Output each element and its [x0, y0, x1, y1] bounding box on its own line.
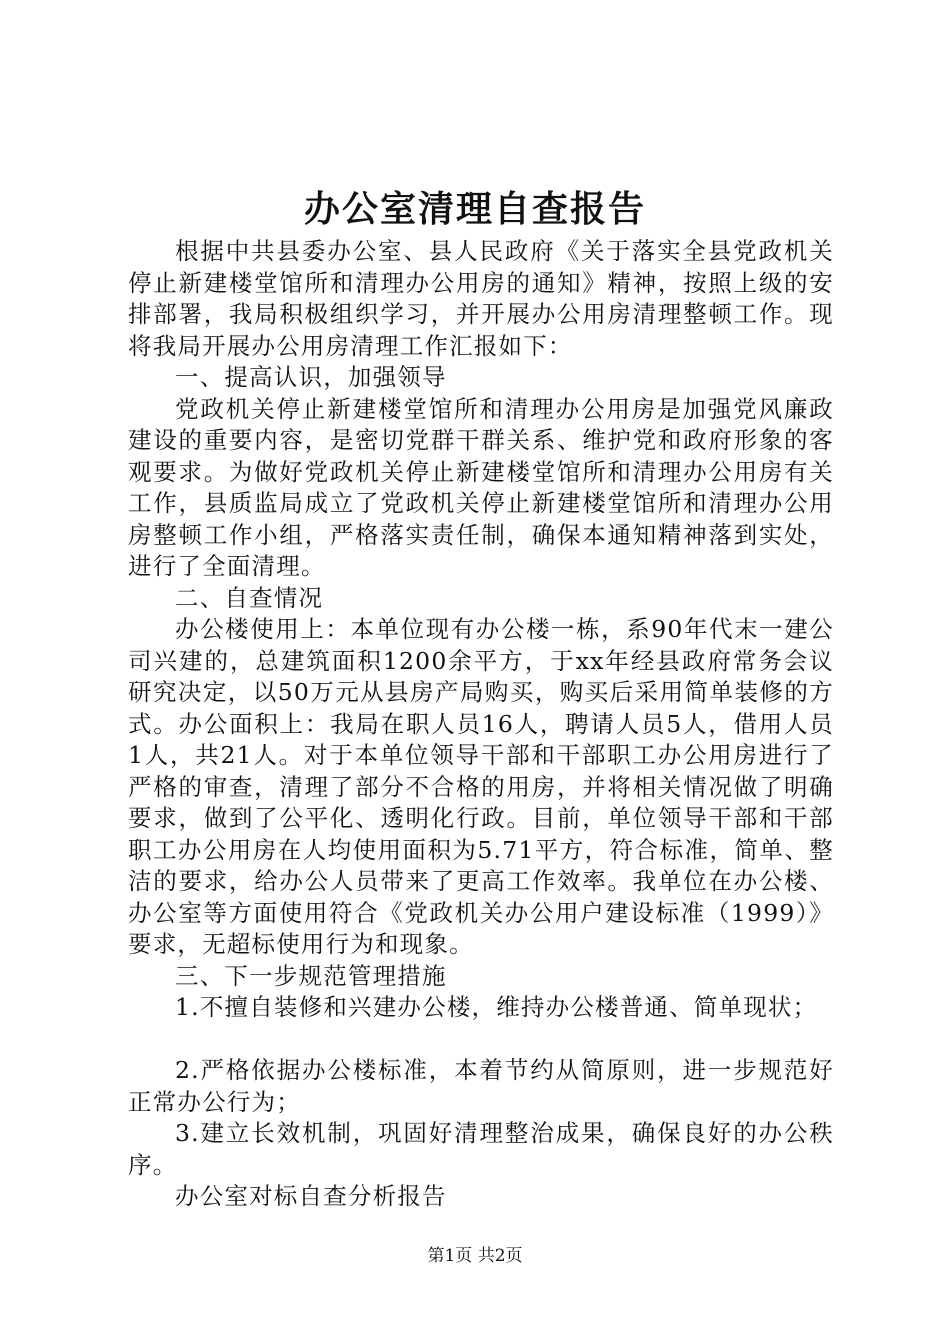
measure-item-2: 2.严格依据办公楼标准，本着节约从简原则，进一步规范好正常办公行为；: [128, 1056, 834, 1116]
measure-item-3: 3.建立长效机制，巩固好清理整治成果，确保良好的办公秩序。: [128, 1119, 834, 1179]
measure-item-1: 1.不擅自装修和兴建办公楼，维持办公楼普通、简单现状；: [175, 993, 818, 1021]
section-2-heading: 二、自查情况: [175, 583, 324, 612]
document-title: 办公室清理自查报告: [303, 188, 646, 230]
page-footer: 第1页 共2页: [427, 1246, 523, 1266]
document-body: [128, 236, 834, 1213]
intro-paragraph: 根据中共县委办公室、县人民政府《关于落实全县党政机关停止新建楼堂馆所和清理办公用房的通知》精神，按照上级的安排部署，我局积极组织学习，并开展办公用房清理整顿工作。现将我局开展办公用房清理工作汇报如下：: [128, 237, 834, 360]
section-2-paragraph: 办公楼使用上：本单位现有办公楼一栋，系90年代末一建公司兴建的，总建筑面积1200余平方，于xx年经县政府常务会议研究决定，以50万元从县房产局购买，购买后采用简单装修的方式。办公面积上：我局在职人员16人，聘请人员5人，借用人员1人，共21人。对于本单位领导干部和干部职工办公用房进行了严格的审查，清理了部分不合格的用房，并将相关情况做了明确要求，做到了公平化、透明化行政。目前，单位领导干部和干部职工办公用房在人均使用面积为5.71平方，符合标准，简单、整洁的要求，给办公人员带来了更高工作效率。我单位在办公楼、办公室等方面使用符合《党政机关办公用户建设标准（1999）》要求，无超标使用行为和现象。: [128, 615, 834, 958]
section-1-heading: 一、提高认识，加强领导: [175, 363, 447, 391]
section-3-heading: 三、下一步规范管理措施: [175, 961, 447, 990]
next-document-title: 办公室对标自查分析报告: [175, 1182, 447, 1210]
section-1-paragraph: 党政机关停止新建楼堂馆所和清理办公用房是加强党风廉政建设的重要内容，是密切党群干群关系、维护党和政府形象的客观要求。为做好党政机关停止新建楼堂馆所和清理办公用房有关工作，县质监局成立了党政机关停止新建楼堂馆所和清理办公用房整顿工作小组，严格落实责任制，确保本通知精神落到实处，进行了全面清理。: [128, 394, 834, 580]
